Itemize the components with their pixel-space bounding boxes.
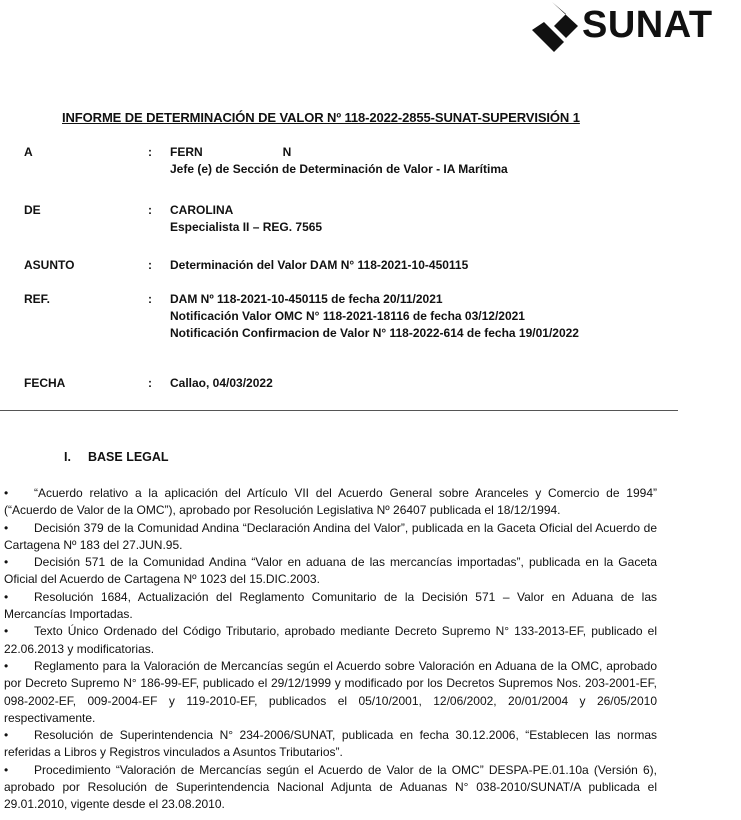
label-asunto: ASUNTO bbox=[24, 258, 75, 272]
bullet-icon: • bbox=[4, 624, 9, 639]
list-item bbox=[4, 623, 657, 658]
label-ref: REF. bbox=[24, 292, 51, 306]
legal-basis-list bbox=[4, 485, 657, 814]
colon-fecha: : bbox=[148, 376, 152, 390]
section-title: BASE LEGAL bbox=[88, 450, 169, 464]
sunat-logo-icon bbox=[530, 0, 584, 56]
list-item bbox=[4, 485, 657, 520]
ref-line-3: Notificación Confirmacion de Valor N° 118-2022-614 de fecha 19/01/2022 bbox=[170, 326, 579, 340]
section-number: I. bbox=[64, 450, 71, 464]
colon-asunto: : bbox=[148, 258, 152, 272]
header-divider bbox=[0, 410, 678, 411]
bullet-icon: • bbox=[4, 728, 9, 743]
redaction bbox=[233, 204, 353, 216]
colon-de: : bbox=[148, 203, 152, 217]
list-item-text: Procedimiento “Valoración de Mercancías según el Acuerdo de Valor de la OMC” DESPA-PE.01.10a (Versión 6), aprobado por Resolución de Superintendencia Nacional Adjunta de Aduanas N° 038-2010/SUNAT/A publicada el 29.01.2010, vigente desde el 23.08.2010. bbox=[4, 762, 657, 812]
list-item bbox=[4, 727, 657, 762]
bullet-icon: • bbox=[4, 486, 9, 500]
ref-line-1: DAM Nº 118-2021-10-450115 de fecha 20/11/2021 bbox=[170, 292, 443, 306]
bullet-icon: • bbox=[4, 555, 9, 570]
recipient-name-tail: N bbox=[282, 145, 292, 159]
list-item bbox=[4, 762, 657, 814]
list-item bbox=[4, 658, 657, 727]
list-item-text: Reglamento para la Valoración de Mercancías según el Acuerdo sobre Valoración en Aduana de la OMC, aprobado por Decreto Supremo N° 186-99-EF, publicado el 29/12/1999 y modificado por los Decretos Supremos Nos. 203-2001-EF, 098-2002-EF, 009-2004-EF y 119-2010-EF, publicados el 05/10/2001, 12/06/2002, 20/01/2004 y 26/05/2010 respectivamente. bbox=[4, 658, 657, 725]
sender-name bbox=[170, 202, 353, 219]
list-item bbox=[4, 554, 657, 589]
document-title: INFORME DE DETERMINACIÓN DE VALOR Nº 118-2022-2855-SUNAT-SUPERVISIÓN 1 bbox=[62, 110, 580, 125]
recipient-position: Jefe (e) de Sección de Determinación de Valor - IA Marítima bbox=[170, 162, 508, 176]
list-item-text: Resolución 1684, Actualización del Reglamento Comunitario de la Decisión 571 – Valor en Aduana de las Mercancías Importadas. bbox=[4, 589, 657, 622]
section-heading bbox=[64, 450, 169, 464]
list-item-text: Texto Único Ordenado del Código Tributario, aprobado mediante Decreto Supremo N° 133-2013-EF, publicado el 22.06.2013 y modificatorias. bbox=[4, 624, 657, 656]
sunat-logo bbox=[528, 0, 741, 56]
list-item-text: Decisión 379 de la Comunidad Andina “Declaración Andina del Valor”, publicada en la Gaceta Oficial del Acuerdo de Cartagena Nº 183 del 27.JUN.95. bbox=[4, 520, 657, 552]
list-item-text: Resolución de Superintendencia N° 234-2006/SUNAT, publicada en fecha 30.12.2006, “Establecen las normas referidas a Libros y Registros vinculados a Asuntos Tributarios”. bbox=[4, 728, 657, 760]
sender-name-start: CAROLINA bbox=[170, 203, 234, 217]
bullet-icon: • bbox=[4, 589, 9, 604]
sunat-logo-text: SUNAT bbox=[582, 4, 713, 46]
colon-a: : bbox=[148, 145, 152, 159]
bullet-icon: • bbox=[4, 520, 9, 535]
recipient-name-start: FERN bbox=[170, 145, 203, 159]
subject-value: Determinación del Valor DAM N° 118-2021-10-450115 bbox=[170, 258, 469, 272]
list-item bbox=[4, 589, 657, 624]
list-item-text: Decisión 571 de la Comunidad Andina “Valor en aduana de las mercancías importadas”, publicada en la Gaceta Oficial del Acuerdo de Cartagena Nº 1023 del 15.DIC.2003. bbox=[4, 555, 657, 587]
label-de: DE bbox=[24, 203, 41, 217]
label-fecha: FECHA bbox=[24, 376, 66, 390]
list-item bbox=[4, 520, 657, 555]
label-a: A bbox=[24, 145, 33, 159]
list-item-text: “Acuerdo relativo a la aplicación del Artículo VII del Acuerdo General sobre Aranceles y Comercio de 1994” (“Acuerdo de Valor de la OMC”), aprobado por Resolución Legislativa Nº 26407 publicada el 18/12/1994. bbox=[4, 486, 657, 518]
sender-position: Especialista II – REG. 7565 bbox=[170, 220, 323, 234]
recipient-name bbox=[170, 144, 291, 161]
colon-ref: : bbox=[148, 292, 152, 306]
ref-line-2: Notificación Valor OMC N° 118-2021-18116 de fecha 03/12/2021 bbox=[170, 309, 525, 323]
date-value: Callao, 04/03/2022 bbox=[170, 376, 273, 390]
bullet-icon: • bbox=[4, 762, 9, 777]
bullet-icon: • bbox=[4, 658, 9, 673]
redaction bbox=[203, 146, 283, 158]
